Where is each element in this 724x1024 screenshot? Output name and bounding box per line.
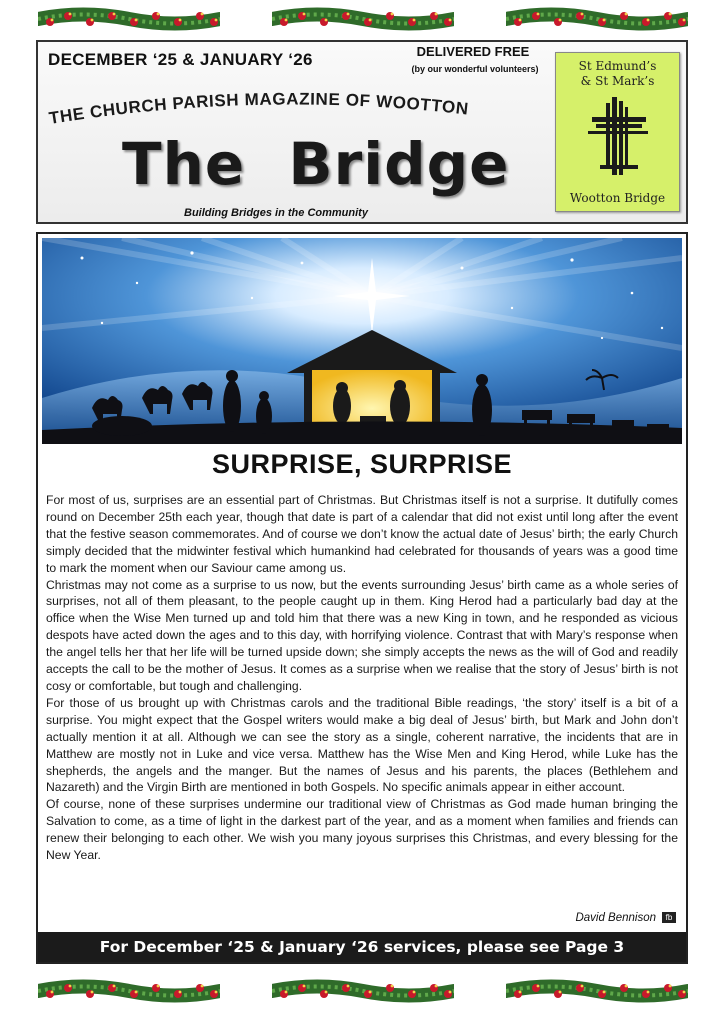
- delivered-note: (by our wonderful volunteers): [411, 64, 539, 74]
- article-paragraph: Of course, none of these surprises undermine our traditional view of Christmas as God made human bringing the Salvation to come, as a time of light in the darkest part of the year, and as a moment when families and friends can renew their belonging to each other. We wish you many joyous surprises this Christmas, and every blessing for the New Year.: [46, 797, 678, 863]
- article-author: [575, 912, 676, 924]
- logo-line-1: St Edmund’s: [578, 59, 657, 73]
- parish-logo: [555, 52, 680, 212]
- article-paragraph: Christmas may not come as a surprise to us now, but the events surrounding Jesus’ birth came as a whole series of surprises, not all of them pleasant, to the people caught up in them. King Herod had a particularly bad day at the office when the Wise Men turned up and told him that there was a new King in town, and he responded as vicious despots have acted down the ages and to this day, with horrifying violence. Contrast that with Mary’s response when the angel tells her that her life will be turned upside down; she simply accepts the news as the will of God and readily accepts the call to be the mother of Jesus. It comes as a surprise when we realise that the story of Jesus’ birth is not cosy or comfortable, but tough and challenging.: [46, 577, 678, 693]
- svg-text:THE CHURCH PARISH MAGAZINE OF: [48, 89, 470, 127]
- garland-top-right: [506, 6, 688, 32]
- article-body: [46, 492, 678, 864]
- issue-dates: DECEMBER ‘25 & JANUARY ‘26: [48, 50, 313, 69]
- author-badge: fb: [662, 912, 676, 923]
- main-article-panel: [36, 232, 688, 964]
- article-headline: SURPRISE, SURPRISE: [211, 449, 513, 479]
- magazine-subtitle: [38, 86, 568, 136]
- delivered-free: DELIVERED FREE: [416, 44, 530, 59]
- garland-top-center: [272, 6, 454, 32]
- garland-bottom-center: [272, 978, 454, 1004]
- masthead: [36, 40, 688, 224]
- magazine-title: The Bridge: [122, 130, 510, 198]
- services-notice: For December ‘25 & January ‘26 services, please see Page 3: [38, 932, 686, 962]
- garland-top-left: [38, 6, 220, 32]
- author-name: David Bennison: [575, 912, 656, 924]
- article-paragraph: For those of us brought up with Christmas carols and the traditional Bible readings, ‘the story’ itself is a bit of a surprise. You might expect that the Gospel writers would make a big deal of Jesus’ birth, but Mark and John don’t actually mention it at all. Although we can see the story as a single, coherent narrative, the incidents that are in Matthew are mostly not in Luke and vice versa. Matthew has the Wise Men and King Herod, while Luke has the shepherds, the angels and the manger. But the names of Jesus and his parents, the places (Bethlehem and Nazareth) and the Virgin Birth are mentioned in both Gospels. No specific animals appear in either account.: [46, 695, 678, 795]
- article-paragraph: For most of us, surprises are an essential part of Christmas. But Christmas itself is not a surprise. It dutifully comes round on December 25th each year, though that date is part of a calendar that did not exist until long after the event that the festive season commemorates. And of course we don’t know the actual date of Jesus’ birth; the early Church simply decided that the midwinter festival which humankind had celebrated for thousands of years was a good time to mark the moment when our Saviour came among us.: [46, 493, 678, 575]
- logo-bottom-text: Wootton Bridge: [569, 191, 666, 205]
- garland-bottom-left: [38, 978, 220, 1004]
- strapline: Building Bridges in the Community: [184, 207, 368, 219]
- cross-icon: [582, 93, 654, 178]
- nativity-scene-image: [42, 238, 682, 444]
- logo-line-2: & St Mark’s: [580, 74, 655, 88]
- garland-bottom-right: [506, 978, 688, 1004]
- arc-title-text: THE CHURCH PARISH MAGAZINE OF WOOTTON: [47, 89, 470, 128]
